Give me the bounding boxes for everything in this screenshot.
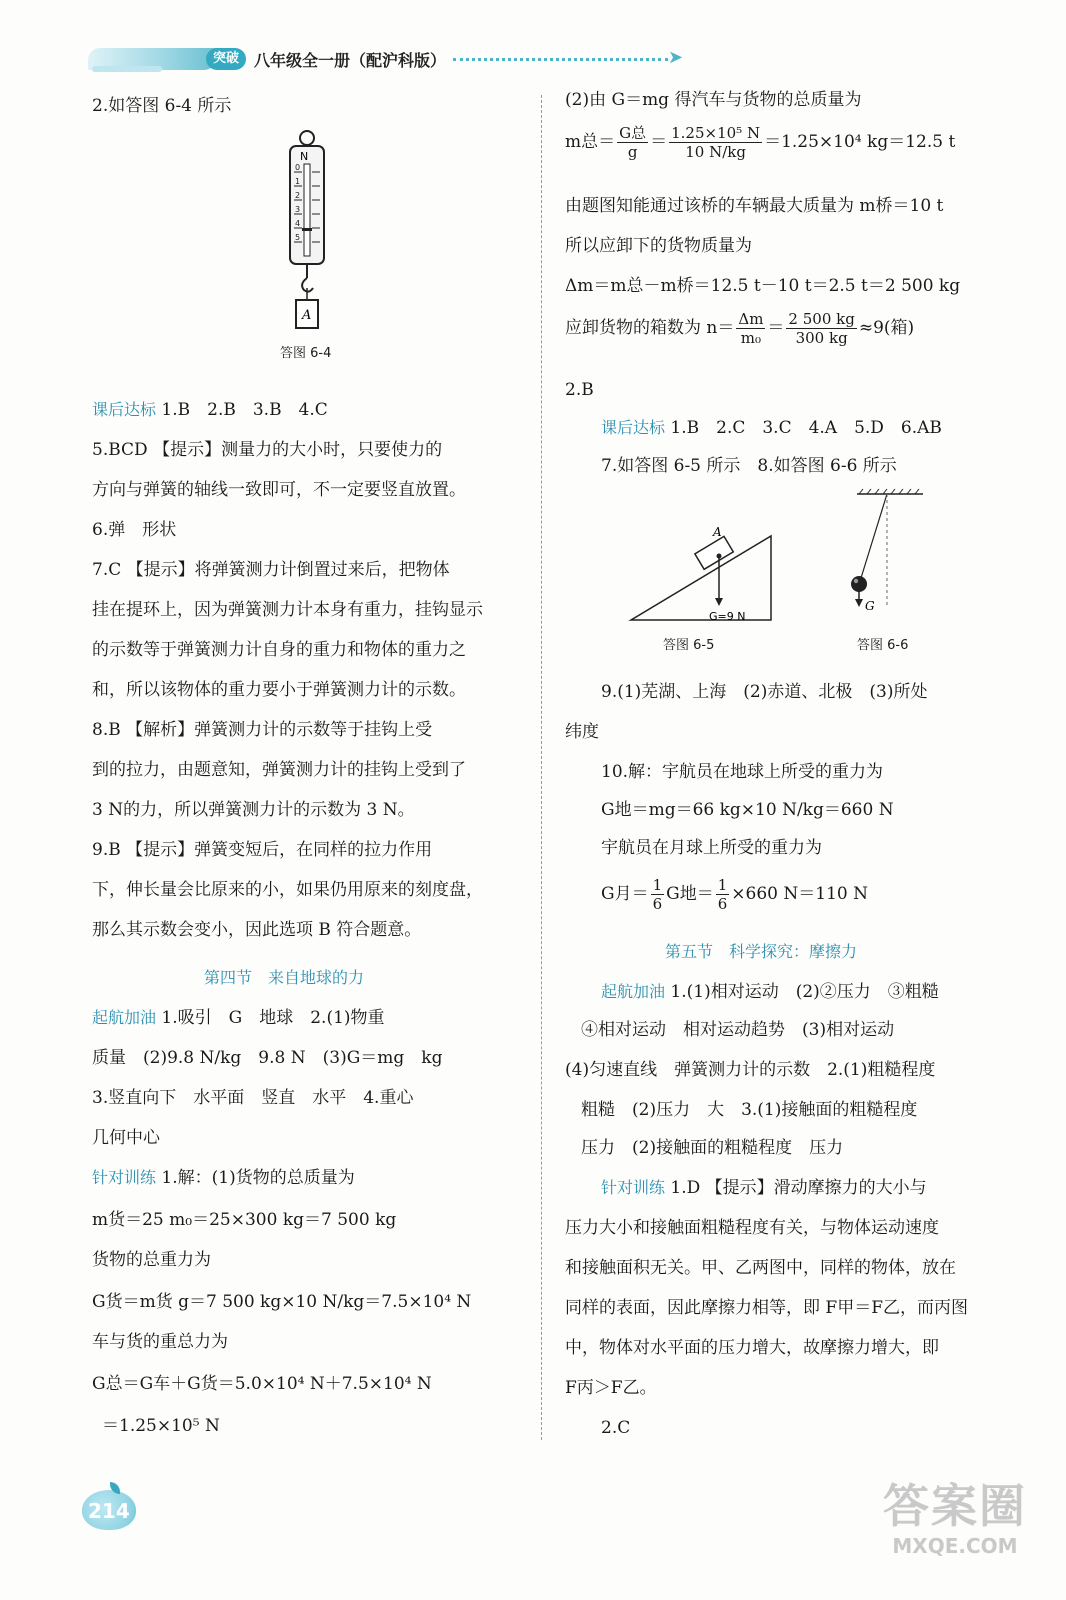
fraction: [617, 124, 648, 161]
formula-text: ≈9(箱): [858, 318, 915, 338]
answer-line: [601, 1178, 927, 1198]
answer-line: 8.B 【解析】弹簧测力计的示数等于挂钩上受: [92, 720, 433, 740]
answer-line: 6.弹 形状: [92, 520, 177, 540]
answer-line: 3.竖直向下 水平面 竖直 水平 4.重心: [92, 1088, 414, 1108]
fraction-denominator: g: [627, 143, 638, 161]
formula-line: [601, 876, 868, 913]
pendulum-string: [861, 494, 887, 578]
header-dotted-line: [453, 58, 668, 61]
answer-line: 9.B 【提示】弹簧变短后，在同样的拉力作用: [92, 840, 433, 860]
page-number: [82, 1490, 142, 1530]
formula-text: G地＝: [666, 884, 714, 904]
incline-triangle: [631, 536, 771, 620]
answer-line: 2.B: [565, 380, 594, 400]
answer-line: 压力大小和接触面粗糙程度有关，与物体运动速度: [565, 1218, 939, 1238]
answer-line: 挂在提环上，因为弹簧测力计本身有重力，挂钩显示: [92, 600, 483, 620]
answer-line: ＝1.25×10⁵ N: [102, 1416, 220, 1436]
answer-line: 5.BCD 【提示】测量力的大小时，只要使力的: [92, 440, 443, 460]
scale-tick-label: 2: [295, 191, 301, 200]
block-a-label: A: [713, 525, 722, 539]
formula-text: 应卸货物的箱数为 n＝: [565, 318, 735, 338]
section-title-5: 第五节 科学探究：摩擦力: [665, 942, 858, 961]
watermark-logo: 答案圈: [883, 1479, 1027, 1533]
scale-tick-label: 4: [295, 219, 301, 228]
fraction-numerator: 2 500 kg: [788, 310, 855, 328]
fraction-denominator: 10 N/kg: [685, 143, 746, 161]
scale-tick-label: 3: [295, 205, 301, 214]
section-label-kehou: 课后达标: [92, 400, 157, 419]
answer-line: 几何中心: [92, 1128, 160, 1148]
answer-line: 压力 (2)接触面的粗糙程度 压力: [581, 1138, 844, 1158]
answer-text: 1.(1)相对运动 (2)②压力 ③粗糙: [665, 982, 939, 1002]
answer-line: Δm＝m总－m桥＝12.5 t－10 t＝2.5 t＝2 500 kg: [565, 276, 961, 296]
answer-line: 7.C 【提示】将弹簧测力计倒置过来后，把物体: [92, 560, 450, 580]
watermark: [870, 1478, 1040, 1578]
answer-line: 中，物体对水平面的压力增大，故摩擦力增大，即: [565, 1338, 939, 1358]
answer-line: 2.C: [601, 1418, 631, 1438]
spring-scale-n-label: N: [300, 150, 309, 163]
answer-line: 宇航员在月球上所受的重力为: [601, 838, 822, 858]
scale-tick-label: 5: [295, 233, 301, 242]
page-header: [88, 42, 688, 76]
section-title-4: 第四节 来自地球的力: [204, 968, 365, 987]
answer-line: 下，伸长量会比原来的小，如果仍用原来的刻度盘，: [92, 880, 483, 900]
answer-line: (4)匀速直线 弹簧测力计的示数 2.(1)粗糙程度: [565, 1060, 936, 1080]
answer-line: G地＝mg＝66 kg×10 N/kg＝660 N: [601, 800, 894, 820]
formula-text: G月＝: [601, 884, 649, 904]
scale-tick-label: 0: [295, 163, 301, 172]
figure-6-6-caption: 答图 6-6: [857, 638, 909, 653]
answer-line: [601, 418, 942, 438]
fraction: [716, 876, 730, 913]
scale-tick-label: 1: [295, 177, 301, 186]
header-decor-stripe: [92, 66, 162, 72]
header-title: 八年级全一册（配沪科版）: [254, 51, 447, 70]
column-divider: [541, 95, 542, 1440]
fraction-denominator: 300 kg: [795, 329, 848, 347]
answer-line: 质量 (2)9.8 N/kg 9.8 N (3)G＝mg kg: [92, 1048, 443, 1068]
answer-line: 2.如答图 6-4 所示: [92, 96, 232, 116]
answer-line: [92, 1168, 355, 1188]
page-number-text: 214: [88, 1499, 130, 1523]
formula-line: 应卸货物的箱数为 n＝ $\frac{\Delta m}{\text{m₀}}$ ＝ $\frac{2 500 kg}{300 kg}$ ≈9(箱): [565, 310, 915, 347]
answer-line: 纬度: [565, 722, 599, 742]
fraction: [669, 124, 762, 161]
fraction-numerator: Δm: [738, 310, 764, 328]
answer-line: 9.(1)芜湖、上海 (2)赤道、北极 (3)所处: [601, 682, 928, 702]
answer-text: 1.解：(1)货物的总质量为: [156, 1168, 355, 1188]
answer-line: 车与货的重总力为: [92, 1332, 228, 1352]
spring-scale-pointer: [302, 228, 312, 231]
answer-line: 那么其示数会变小，因此选项 B 符合题意。: [92, 920, 422, 940]
answer-line: 所以应卸下的货物质量为: [565, 236, 752, 256]
fraction-denominator: 6: [717, 895, 728, 913]
answer-line: m货＝25 m₀＝25×300 kg＝7 500 kg: [92, 1210, 397, 1230]
answer-line: 的示数等于弹簧测力计自身的重力和物体的重力之: [92, 640, 466, 660]
answer-line: 同样的表面，因此摩擦力相等，即 F甲＝F乙，而丙图: [565, 1298, 968, 1318]
object-a-label: A: [302, 308, 312, 323]
figure-6-6: [847, 486, 927, 626]
section-label-qihang: 起航加油: [92, 1008, 157, 1027]
answer-line: 和接触面积无关。甲、乙两图中，同样的物体，放在: [565, 1258, 956, 1278]
answer-line: G货＝m货 g＝7 500 kg×10 N/kg＝7.5×10⁴ N: [92, 1292, 472, 1312]
fraction-numerator: 1: [717, 876, 728, 894]
formula-text: ×660 N＝110 N: [731, 884, 868, 904]
gravity-label: G=9 N: [709, 610, 746, 623]
answer-line: 货物的总重力为: [92, 1250, 211, 1270]
answer-line: F丙＞F乙。: [565, 1378, 657, 1398]
answer-line: 7.如答图 6-5 所示 8.如答图 6-6 所示: [601, 456, 897, 476]
answer-line: 10.解：宇航员在地球上所受的重力为: [601, 762, 884, 782]
answer-line: 3 N的力，所以弹簧测力计的示数为 3 N。: [92, 800, 415, 820]
fraction-numerator: 1.25×10⁵ N: [671, 124, 761, 142]
answer-line: 由题图知能通过该桥的车辆最大质量为 m桥＝10 t: [565, 196, 944, 216]
fraction: [736, 310, 765, 347]
answer-line: 和，所以该物体的重力要小于弹簧测力计的示数。: [92, 680, 466, 700]
section-label-qihang: 起航加油: [601, 982, 666, 1001]
answer-line: (2)由 G＝mg 得汽车与货物的总质量为: [565, 90, 862, 110]
formula-text: m总＝: [565, 132, 616, 152]
formula-line: m总＝ G总 g ＝ $\frac{\text{1.25×10⁵ N}}{10 N/kg}$ ＝1.25×10⁴ kg＝12.5 t: [565, 124, 956, 161]
formula-text: ＝1.25×10⁴ kg＝12.5 t: [764, 132, 956, 152]
gravity-label: G: [865, 599, 875, 613]
fraction: [786, 310, 856, 347]
block-a: [695, 536, 733, 569]
answer-line: 方向与弹簧的轴线一致即可，不一定要竖直放置。: [92, 480, 466, 500]
section-label-kehou: 课后达标: [601, 418, 666, 437]
answer-text: 1.吸引 G 地球 2.(1)物重: [156, 1008, 385, 1028]
answer-line: 到的拉力，由题意知，弹簧测力计的挂钩上受到了: [92, 760, 466, 780]
answer-line: [92, 1008, 385, 1028]
answer-line: [601, 982, 939, 1002]
answer-line: 粗糙 (2)压力 大 3.(1)接触面的粗糙程度: [581, 1100, 918, 1120]
figure-6-5: [627, 516, 777, 626]
answer-text: 1.D 【提示】滑动摩擦力的大小与: [665, 1178, 927, 1198]
section-label-zhendui: 针对训练: [601, 1178, 666, 1197]
answer-line: G总＝G车＋G货＝5.0×10⁴ N＋7.5×10⁴ N: [92, 1374, 432, 1394]
fraction: [651, 876, 665, 913]
section-label-zhendui: 针对训练: [92, 1168, 157, 1187]
fraction-numerator: G总: [619, 124, 647, 142]
answer-text: 1.B 2.C 3.C 4.A 5.D 6.AB: [665, 418, 942, 438]
fraction-denominator: 6: [652, 895, 663, 913]
fraction-numerator: 1: [652, 876, 663, 894]
spring-scale-ring: [300, 131, 314, 145]
arrow-right-icon: ➤: [668, 47, 684, 68]
header-badge: 突破: [206, 48, 246, 70]
figure-6-5-caption: 答图 6-5: [663, 638, 715, 653]
answer-text: 1.B 2.B 3.B 4.C: [156, 400, 328, 420]
figure-6-4-caption: 答图 6-4: [280, 346, 332, 361]
fraction-denominator: m₀: [740, 329, 762, 347]
figure-6-4: [262, 128, 352, 340]
answer-line: [92, 400, 328, 420]
answer-line: ④相对运动 相对运动趋势 (3)相对运动: [581, 1020, 895, 1040]
watermark-site: MXQE.COM: [892, 1534, 1018, 1558]
